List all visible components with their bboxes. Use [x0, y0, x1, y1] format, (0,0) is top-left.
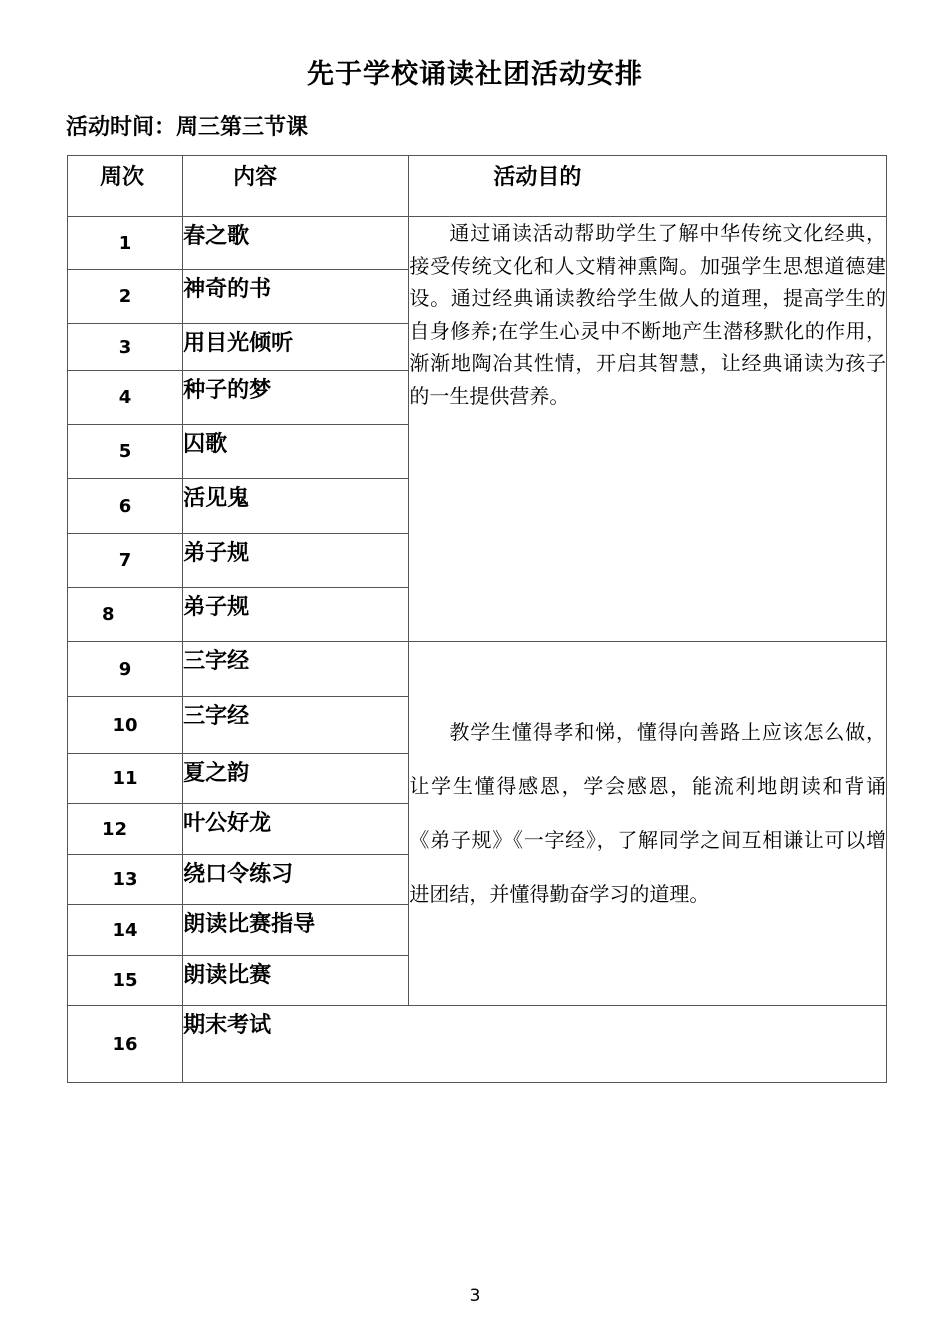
activity-time: 活动时间：周三第三节课	[66, 115, 309, 140]
header-purpose: 活动目的	[409, 156, 887, 217]
week-number: 10	[68, 697, 183, 754]
table-row	[68, 217, 887, 270]
week-content: 三字经	[183, 697, 409, 754]
week-content: 朗读比赛指导	[183, 905, 409, 956]
week-content: 叶公好龙	[183, 804, 409, 855]
week-content: 活见鬼	[183, 479, 409, 534]
week-number: 13	[68, 855, 183, 905]
table-row	[68, 642, 887, 697]
week-content: 种子的梦	[183, 371, 409, 425]
schedule-table	[67, 155, 887, 1083]
week-content: 神奇的书	[183, 270, 409, 324]
table-header-row	[68, 156, 887, 217]
week-number: 12	[68, 804, 183, 855]
week-content: 用目光倾听	[183, 324, 409, 371]
week-number: 16	[68, 1006, 183, 1083]
header-week: 周次	[68, 156, 183, 217]
week-number: 3	[68, 324, 183, 371]
week-number: 1	[68, 217, 183, 270]
purpose-text-2: 教学生懂得孝和悌，懂得向善路上应该怎么做，让学生懂得感恩，学会感恩，能流利地朗读和背诵《弟子规》《一字经》，了解同学之间互相谦让可以增进团结，并懂得勤奋学习的道理。	[409, 642, 887, 1006]
purpose-text-1: 通过诵读活动帮助学生了解中华传统文化经典，接受传统文化和人文精神熏陶。加强学生思想道德建设。通过经典诵读教给学生做人的道理，提高学生的自身修养;在学生心灵中不断地产生潜移默化的作用，渐渐地陶冶其性情，开启其智慧，让经典诵读为孩子的一生提供营养。	[409, 217, 887, 642]
week-content: 绕口令练习	[183, 855, 409, 905]
week-number: 8	[68, 588, 183, 642]
week-content: 三字经	[183, 642, 409, 697]
page-title: 先于学校诵读社团活动安排	[307, 59, 643, 90]
week-number: 2	[68, 270, 183, 324]
week-number: 5	[68, 425, 183, 479]
week-content: 弟子规	[183, 534, 409, 588]
week-number: 9	[68, 642, 183, 697]
week-content: 朗读比赛	[183, 956, 409, 1006]
page-number: 3	[469, 1286, 481, 1306]
week-content: 囚歌	[183, 425, 409, 479]
week-number: 15	[68, 956, 183, 1006]
week-number: 7	[68, 534, 183, 588]
header-content: 内容	[183, 156, 409, 217]
exam-cell: 期末考试	[183, 1006, 887, 1083]
week-number: 14	[68, 905, 183, 956]
week-content: 夏之韵	[183, 754, 409, 804]
week-number: 4	[68, 371, 183, 425]
week-number: 6	[68, 479, 183, 534]
table-row	[68, 1006, 887, 1083]
week-number: 11	[68, 754, 183, 804]
week-content: 春之歌	[183, 217, 409, 270]
week-content: 弟子规	[183, 588, 409, 642]
